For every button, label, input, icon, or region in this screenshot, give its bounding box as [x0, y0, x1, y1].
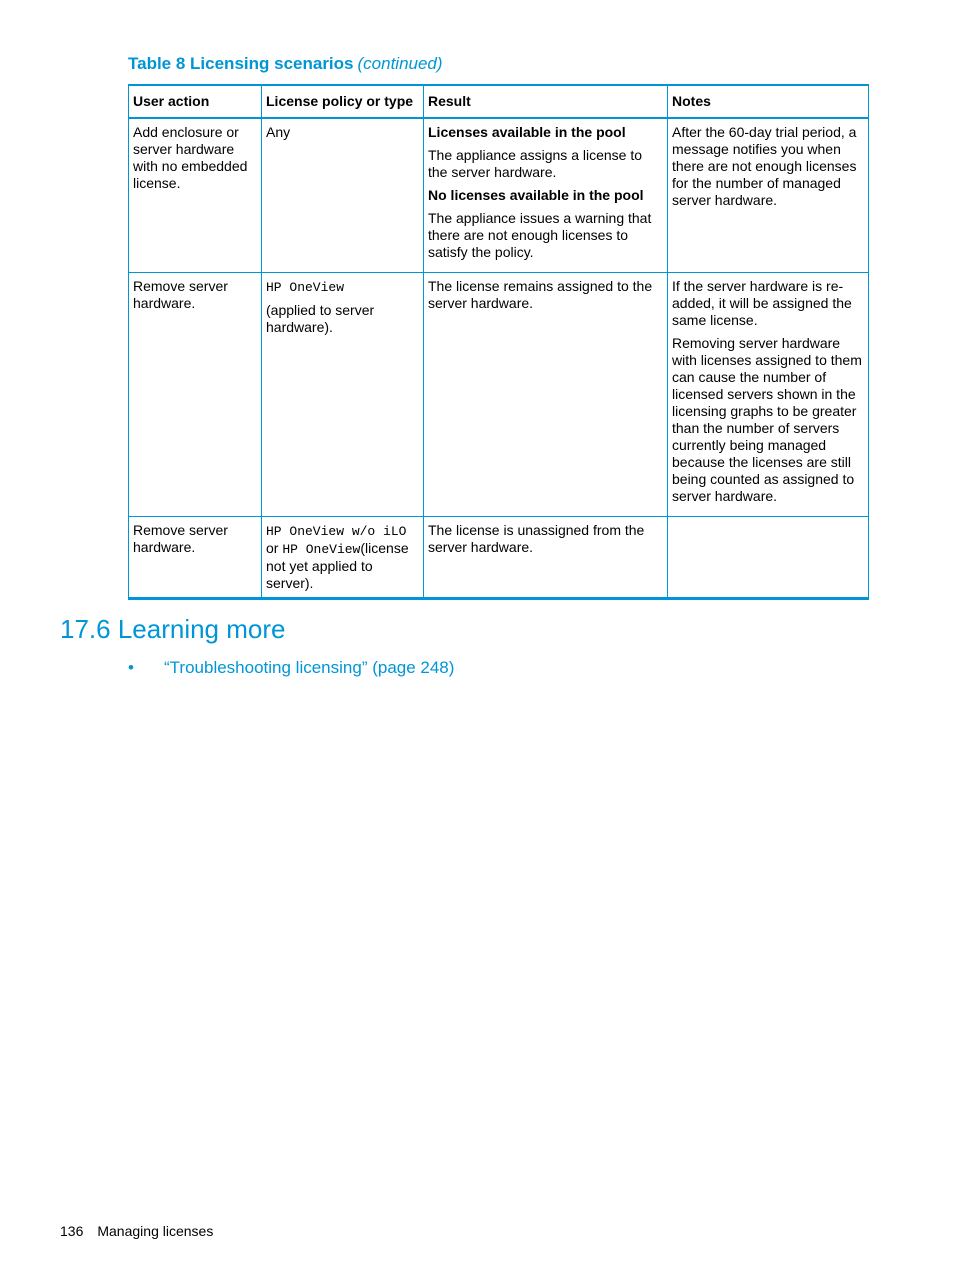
result-heading-licenses-available: Licenses available in the pool	[428, 124, 626, 140]
header-user-action: User action	[129, 85, 262, 118]
table-row	[129, 273, 869, 517]
table-row	[129, 517, 869, 599]
cell-user-action: Remove server hardware.	[129, 517, 262, 599]
result-text-assigns: The appliance assigns a license to the server hardware.	[428, 147, 643, 180]
page-number: 136	[60, 1223, 84, 1239]
cell-notes	[668, 273, 869, 517]
notes-readded: If the server hardware is re-added, it will be assigned the same license.	[672, 278, 852, 328]
list-item	[128, 658, 454, 678]
policy-text: (applied to server hardware).	[266, 302, 375, 335]
policy-code: HP OneView	[266, 280, 345, 295]
cell-result: The license is unassigned from the server hardware.	[424, 517, 668, 599]
bullet-icon: •	[128, 658, 134, 677]
table-caption	[128, 54, 443, 74]
policy-code-wo-ilo: HP OneView w/o iLO	[266, 524, 407, 539]
header-notes: Notes	[668, 85, 869, 118]
page-footer	[60, 1223, 213, 1239]
header-result: Result	[424, 85, 668, 118]
cell-result: The license remains assigned to the server hardware.	[424, 273, 668, 517]
table-row	[129, 118, 869, 273]
policy-or: or	[266, 540, 279, 556]
cell-notes	[668, 517, 869, 599]
troubleshooting-licensing-link[interactable]: “Troubleshooting licensing” (page 248)	[164, 658, 455, 677]
cell-result	[424, 118, 668, 273]
cell-notes: After the 60-day trial period, a message notifies you when there are not enough licenses for the number of managed server hardware.	[668, 118, 869, 273]
policy-code-oneview: HP OneView	[282, 542, 361, 557]
result-heading-no-licenses: No licenses available in the pool	[428, 187, 644, 203]
header-license-policy: License policy or type	[262, 85, 424, 118]
licensing-scenarios-table	[128, 84, 869, 600]
table-caption-continued: (continued)	[357, 54, 443, 73]
notes-removing: Removing server hardware with licenses assigned to them can cause the number of licensed servers shown in the licensing graphs to be greater than the number of servers currently being managed because the licenses are still being counted as assigned to server hardware.	[672, 335, 862, 504]
cell-user-action: Remove server hardware.	[129, 273, 262, 517]
result-text-warning: The appliance issues a warning that there are not enough licenses to satisfy the policy.	[428, 210, 652, 260]
cell-user-action: Add enclosure or server hardware with no embedded license.	[129, 118, 262, 273]
cell-policy: Any	[262, 118, 424, 273]
policy-text: (license not yet applied to server).	[266, 540, 409, 591]
table-caption-title: Table 8 Licensing scenarios	[128, 54, 354, 73]
cell-policy	[262, 273, 424, 517]
table-header-row	[129, 85, 869, 118]
footer-title: Managing licenses	[97, 1223, 214, 1239]
section-heading: 17.6 Learning more	[60, 614, 286, 644]
cell-policy	[262, 517, 424, 599]
